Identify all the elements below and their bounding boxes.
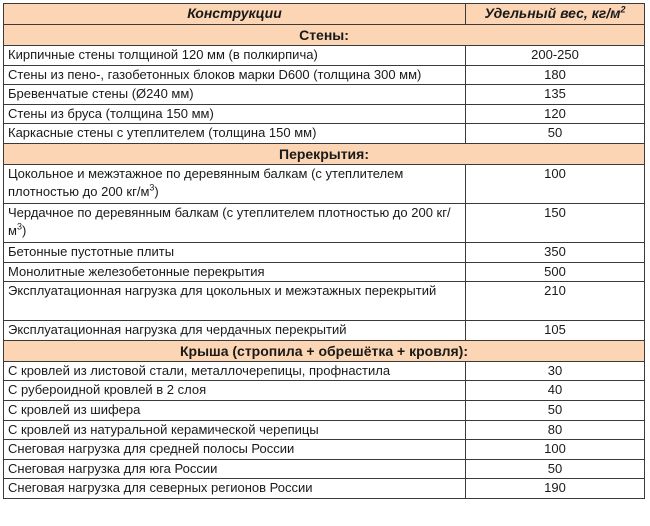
label-text: Эксплуатационная нагрузка для цокольных и межэтажных перекрытий xyxy=(8,283,437,299)
weight-value: 80 xyxy=(466,420,645,440)
label-text: Каркасные стены с утеплителем (толщина 150 мм) xyxy=(8,125,317,141)
construction-label xyxy=(4,104,466,124)
table-row xyxy=(4,400,645,420)
label-text: Стены из бруса (толщина 150 мм) xyxy=(8,105,214,121)
construction-label xyxy=(4,46,466,66)
weight-value: 200-250 xyxy=(466,46,645,66)
table-row xyxy=(4,65,645,85)
weight-value: 500 xyxy=(466,262,645,282)
header-row xyxy=(4,4,645,25)
construction-label xyxy=(4,203,466,242)
weight-value: 50 xyxy=(466,459,645,479)
weight-value: 100 xyxy=(466,164,645,203)
section-title: Перекрытия: xyxy=(4,143,645,164)
weights-table xyxy=(3,3,645,499)
table-row xyxy=(4,203,645,242)
construction-label xyxy=(4,321,466,341)
construction-label xyxy=(4,479,466,499)
label-text: Стены из пено-, газобетонных блоков марки D600 (толщина 300 мм) xyxy=(8,66,422,82)
table-row xyxy=(4,440,645,460)
header-unit: Удельный вес, кг/м xyxy=(484,5,621,21)
table-row xyxy=(4,282,645,321)
header-specific-weight xyxy=(466,4,645,25)
label-tail: ) xyxy=(154,183,159,199)
label-text: Цокольное и межэтажное по деревянным балкам (с утеплителем плотностью до 200 кг/м xyxy=(8,165,404,199)
table-row xyxy=(4,85,645,105)
construction-label xyxy=(4,420,466,440)
weight-value: 190 xyxy=(466,479,645,499)
construction-label xyxy=(4,262,466,282)
label-text: Снеговая нагрузка для средней полосы России xyxy=(8,441,295,457)
construction-label xyxy=(4,164,466,203)
weight-value: 40 xyxy=(466,381,645,401)
section-title: Стены: xyxy=(4,25,645,46)
table-row xyxy=(4,104,645,124)
label-text: Снеговая нагрузка для юга России xyxy=(8,460,218,476)
label-text: С кровлей из шифера xyxy=(8,401,141,417)
construction-label xyxy=(4,85,466,105)
weight-value: 50 xyxy=(466,400,645,420)
table-row xyxy=(4,242,645,262)
label-sup: 3 xyxy=(149,182,155,193)
label-text: Эксплуатационная нагрузка для чердачных перекрытий xyxy=(8,322,347,338)
section-header-row xyxy=(4,25,645,46)
weight-value: 180 xyxy=(466,65,645,85)
label-tail: ) xyxy=(21,222,27,238)
table-row xyxy=(4,321,645,341)
construction-label xyxy=(4,381,466,401)
construction-label xyxy=(4,124,466,144)
label-text: Снеговая нагрузка для северных регионов России xyxy=(8,480,313,496)
label-text: Бревенчатые стены (Ø240 мм) xyxy=(8,86,194,102)
construction-label xyxy=(4,459,466,479)
label-text: С кровлей из листовой стали, металлочерепицы, профнастила xyxy=(8,362,391,378)
section-title: Крыша (стропила + обрешётка + кровля): xyxy=(4,340,645,361)
table-row xyxy=(4,124,645,144)
weight-value: 135 xyxy=(466,85,645,105)
weight-value: 100 xyxy=(466,440,645,460)
weight-value: 350 xyxy=(466,242,645,262)
table-row xyxy=(4,479,645,499)
construction-label xyxy=(4,65,466,85)
label-text: С рубероидной кровлей в 2 слоя xyxy=(8,382,207,398)
label-text: Кирпичные стены толщиной 120 мм (в полкирпича) xyxy=(8,47,318,62)
table-row xyxy=(4,381,645,401)
weight-value: 50 xyxy=(466,124,645,144)
table-row xyxy=(4,46,645,66)
weight-value: 210 xyxy=(466,282,645,321)
construction-label xyxy=(4,242,466,262)
weight-value: 120 xyxy=(466,104,645,124)
construction-label xyxy=(4,400,466,420)
table-row xyxy=(4,262,645,282)
label-text: С кровлей из натуральной керамической черепицы xyxy=(8,421,319,437)
construction-label xyxy=(4,361,466,381)
label-text: Бетонные пустотные плиты xyxy=(8,243,175,259)
construction-label xyxy=(4,440,466,460)
table-row xyxy=(4,361,645,381)
section-header-row xyxy=(4,340,645,361)
table-row xyxy=(4,459,645,479)
label-sup: 3 xyxy=(16,221,22,232)
construction-label xyxy=(4,282,466,321)
header-unit-sup: 2 xyxy=(620,4,626,15)
label-text: Монолитные железобетонные перекрытия xyxy=(8,263,265,279)
header-constructions: Конструкции xyxy=(4,4,466,25)
weight-value: 105 xyxy=(466,321,645,341)
table-row xyxy=(4,420,645,440)
label-text: Чердачное по деревянным балкам (с утеплителем плотностью до 200 кг/м xyxy=(8,204,451,238)
weight-value: 30 xyxy=(466,361,645,381)
section-header-row xyxy=(4,143,645,164)
table-row xyxy=(4,164,645,203)
weight-value: 150 xyxy=(466,203,645,242)
